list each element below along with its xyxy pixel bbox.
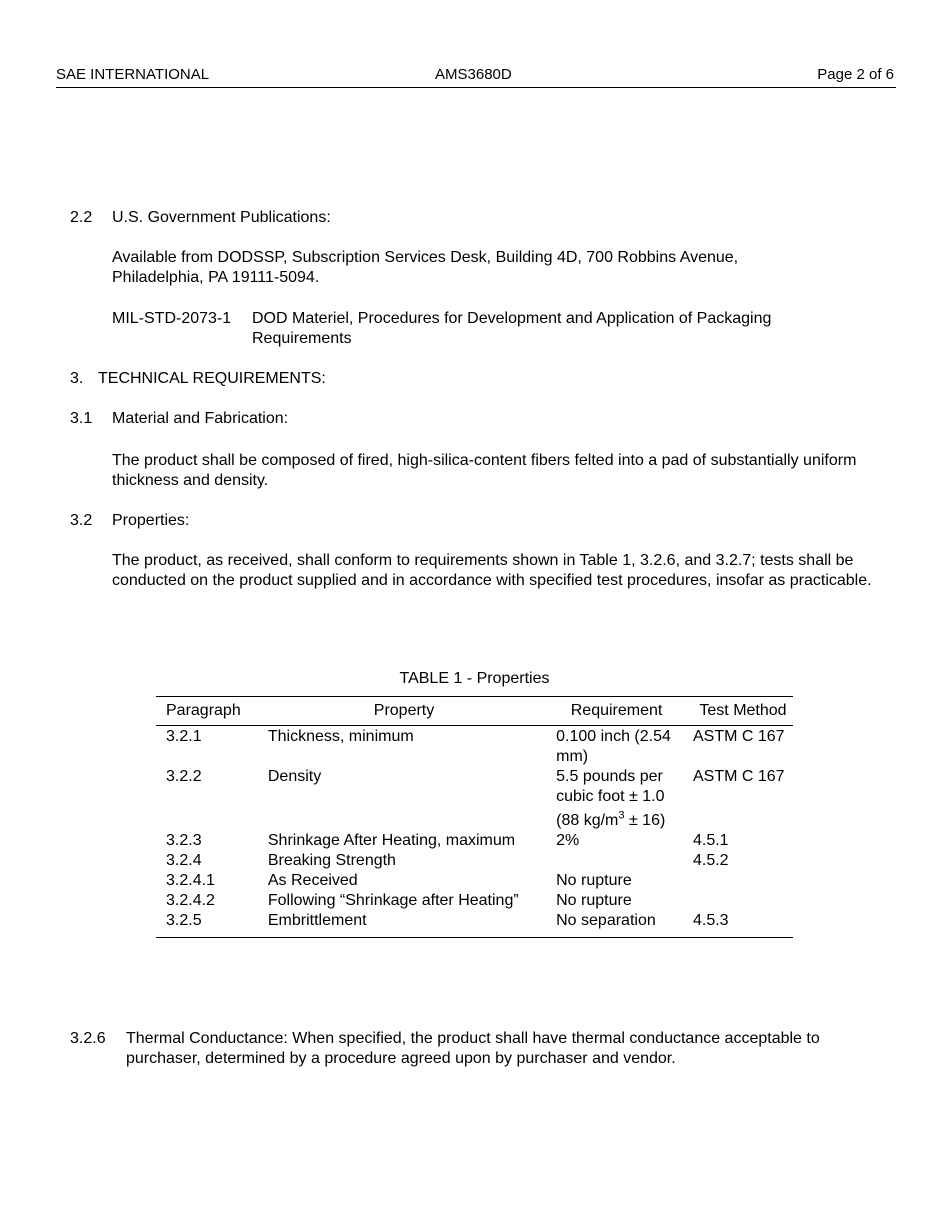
cell-test-method xyxy=(687,871,793,891)
cell-paragraph: 3.2.5 xyxy=(166,912,202,929)
requirement-metric-exponent: 3 xyxy=(618,809,625,822)
section-3-title: TECHNICAL REQUIREMENTS: xyxy=(98,370,326,387)
table-caption: TABLE 1 - Properties xyxy=(399,670,550,687)
cell-paragraph: 3.2.4.1 xyxy=(166,872,215,889)
section-2-2-availability: Available from DODSSP, Subscription Services Desk, Building 4D, 700 Robbins Avenue, Philadelphia, PA 19111-5094. xyxy=(112,249,739,286)
table-row xyxy=(156,726,793,768)
table-row xyxy=(156,891,793,911)
cell-requirement xyxy=(550,767,687,831)
cell-requirement: No separation xyxy=(556,912,656,929)
cell-requirement: 2% xyxy=(556,832,580,849)
cell-requirement: No rupture xyxy=(556,872,632,889)
cell-test-method: 4.5.1 xyxy=(692,832,729,849)
table-row xyxy=(156,911,793,938)
header-doc-number: AMS3680D xyxy=(435,66,512,83)
properties-table xyxy=(156,696,793,938)
table-row xyxy=(156,831,793,851)
cell-requirement: 0.100 inch (2.54 mm) xyxy=(556,728,671,765)
table-row xyxy=(156,767,793,831)
cell-requirement: No rupture xyxy=(556,892,632,909)
col-header-requirement: Requirement xyxy=(550,697,687,726)
section-3-1-title: Material and Fabrication: xyxy=(112,410,289,427)
table-row xyxy=(156,851,793,871)
cell-paragraph: 3.2.1 xyxy=(166,728,202,745)
col-header-paragraph: Paragraph xyxy=(156,697,258,726)
section-3-2-title: Properties: xyxy=(112,512,190,529)
col-header-property: Property xyxy=(258,697,550,726)
ref-title: DOD Materiel, Procedures for Development and Application of Packaging Requirements xyxy=(252,310,772,347)
requirement-metric-tolerance: ± 16) xyxy=(624,812,666,829)
section-3-1-text: The product shall be composed of fired, high-silica-content fibers felted into a pad of substantially uniform thickness and density. xyxy=(112,452,857,489)
section-3-2-text: The product, as received, shall conform to requirements shown in Table 1, 3.2.6, and 3.2.7; tests shall be conducted on the product supplied and in accordance with specified test procedures, insofar as practicable. xyxy=(112,552,872,589)
table-row xyxy=(156,871,793,891)
cell-test-method: 4.5.3 xyxy=(692,912,729,929)
requirement-imperial: 5.5 pounds per cubic foot ± 1.0 xyxy=(556,768,665,805)
cell-test-method xyxy=(687,891,793,911)
table-header-row xyxy=(156,697,793,726)
cell-property: Shrinkage After Heating, maximum xyxy=(267,832,516,849)
section-3-2-number: 3.2 xyxy=(70,512,93,529)
cell-property: Density xyxy=(267,768,322,785)
cell-test-method: 4.5.2 xyxy=(692,852,729,869)
cell-paragraph: 3.2.2 xyxy=(166,768,202,785)
cell-paragraph: 3.2.3 xyxy=(166,832,202,849)
col-header-test-method: Test Method xyxy=(687,697,793,726)
section-2-2-number: 2.2 xyxy=(70,209,93,226)
cell-test-method: ASTM C 167 xyxy=(692,768,785,785)
requirement-metric xyxy=(556,811,677,831)
cell-requirement xyxy=(550,851,687,871)
ref-code: MIL-STD-2073-1 xyxy=(112,310,232,327)
cell-property: Breaking Strength xyxy=(267,852,396,869)
section-3-1-number: 3.1 xyxy=(70,410,93,427)
cell-paragraph: 3.2.4.2 xyxy=(166,892,215,909)
section-3-2-6-number: 3.2.6 xyxy=(70,1030,106,1047)
cell-property: Embrittlement xyxy=(267,912,367,929)
cell-test-method: ASTM C 167 xyxy=(692,728,785,745)
cell-property: As Received xyxy=(267,872,358,889)
section-2-2-title: U.S. Government Publications: xyxy=(112,209,331,226)
cell-paragraph: 3.2.4 xyxy=(166,852,202,869)
header-page-number: Page 2 of 6 xyxy=(817,66,894,83)
header-rule xyxy=(56,87,896,88)
requirement-metric-value: (88 kg/m xyxy=(556,812,619,829)
section-3-2-6-text: Thermal Conductance: When specified, the product shall have thermal conductance acceptable to purchaser, determined by a procedure agreed upon by purchaser and vendor. xyxy=(126,1030,820,1067)
section-3-number: 3. xyxy=(70,370,84,387)
header-org: SAE INTERNATIONAL xyxy=(56,66,210,83)
cell-property: Thickness, minimum xyxy=(267,728,414,745)
cell-property: Following “Shrinkage after Heating” xyxy=(267,892,519,909)
